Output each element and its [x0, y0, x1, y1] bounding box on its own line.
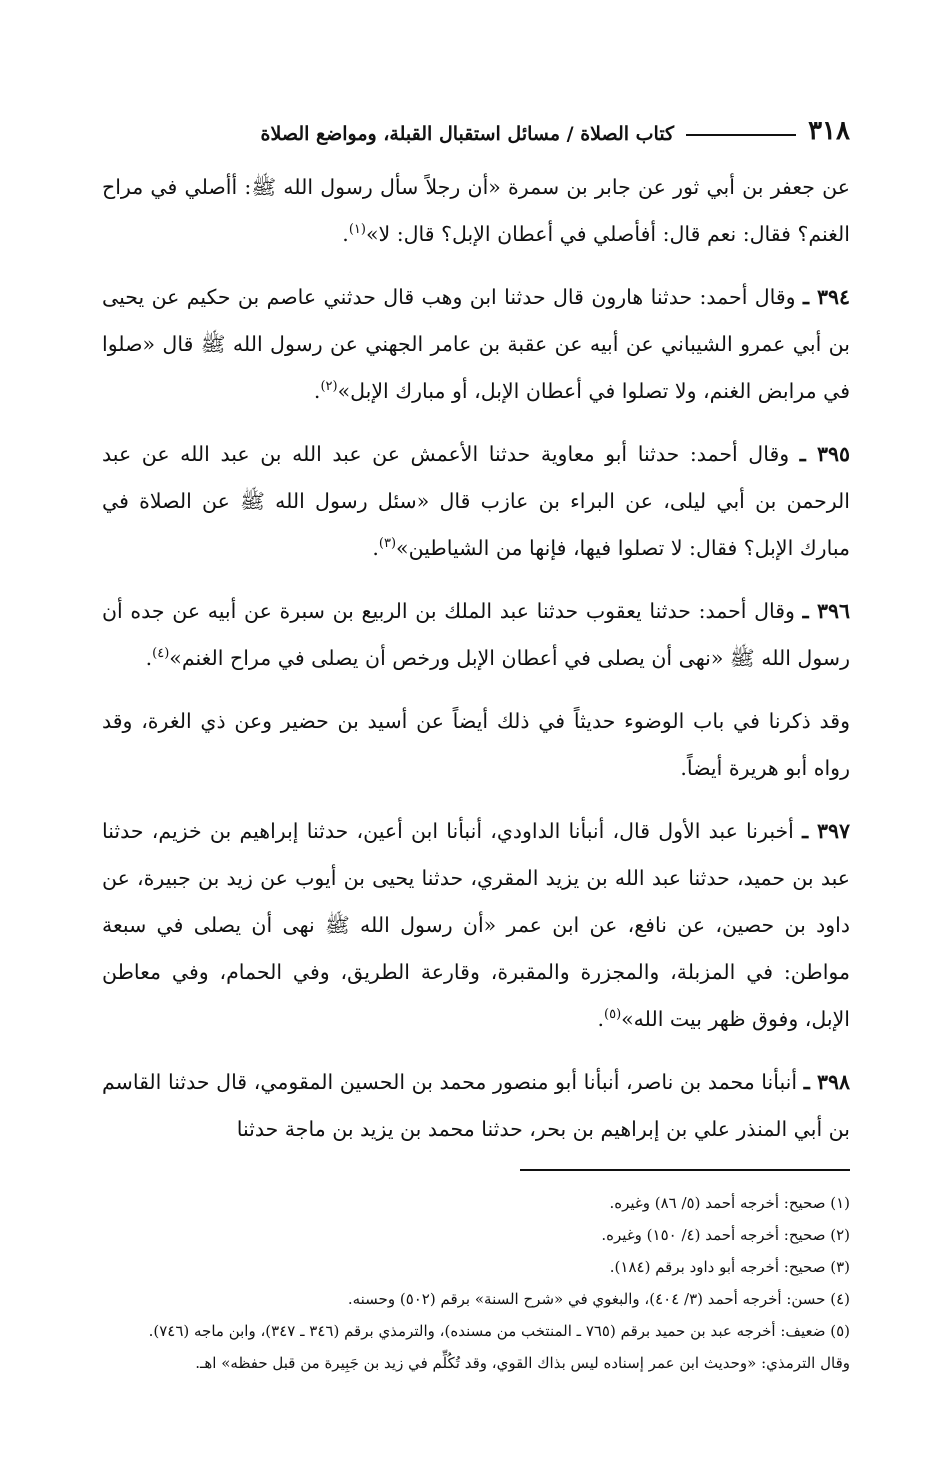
hadith-number: ٣٩٧ ـ: [802, 819, 850, 843]
main-text: [102, 164, 850, 1153]
footnote: (٣) صحيح: أخرجه أبو داود برقم (١٨٤).: [609, 1258, 850, 1276]
footnote-ref: (١): [348, 222, 366, 238]
paragraph: وقد ذكرنا في باب الوضوء حديثاً في ذلك أيضاً عن أسيد بن حضير وعن ذي الغرة، وقد رواه أبو هريرة أيضاً.: [102, 709, 850, 780]
running-header: [102, 108, 850, 144]
paragraph: ٣٩٥ ـ وقال أحمد: حدثنا أبو معاوية حدثنا الأعمش عن عبد الله بن عبد الله عن عبد الرحمن بن أبي ليلى، عن البراء بن عازب قال «سئل رسول الله ﷺ عن الصلاة في مبارك الإبل؟ فقال: لا تصلوا فيها، فإنها من الشياطين»$^{(٣)}$.: [102, 442, 850, 560]
header-rule: [686, 134, 796, 136]
hadith-number: ٣٩٤ ـ: [802, 285, 850, 309]
paragraph: ٣٩٤ ـ وقال أحمد: حدثنا هارون قال حدثنا ابن وهب قال حدثني عاصم بن حكيم عن يحيى بن أبي عمرو الشيباني عن أبيه عن عقبة بن عامر الجهني عن رسول الله ﷺ قال «صلوا في مرابض الغنم، ولا تصلوا في أعطان الإبل، أو مبارك الإبل»$^{(٢)}$.: [102, 285, 850, 403]
paragraph: عن جعفر بن أبي ثور عن جابر بن سمرة «أن رجلاً سأل رسول الله ﷺ: أأصلي في مراح الغنم؟ فقال: نعم قال: أفأصلي في أعطان الإبل؟ قال: لا»$^{(١)}$.: [102, 175, 850, 246]
page-number: ٣١٨: [808, 116, 850, 146]
footnote-separator: [520, 1169, 850, 1171]
footnote: وقال الترمذي: «وحديث ابن عمر إسناده ليس بذاك القوي، وقد تُكُلِّم في زيد بن جَبِيرة من قبل حفظه» اهـ.: [195, 1354, 850, 1372]
header-title: كتاب الصلاة / مسائل استقبال القبلة، ومواضع الصلاة: [260, 123, 675, 145]
footnote: (٢) صحيح: أخرجه أحمد (٤/ ١٥٠) وغيره.: [601, 1226, 850, 1244]
footnote-ref: (٥): [604, 1007, 622, 1023]
footnote: (١) صحيح: أخرجه أحمد (٥/ ٨٦) وغيره.: [609, 1194, 850, 1212]
footnote-ref: (٢): [320, 379, 338, 395]
footnotes: [102, 1187, 850, 1379]
paragraph: ٣٩٧ ـ أخبرنا عبد الأول قال، أنبأنا الداودي، أنبأنا ابن أعين، حدثنا إبراهيم بن خزيم، حدثنا عبد بن حميد، حدثنا عبد الله بن يزيد المقري، حدثنا يحيى بن أيوب عن زيد بن جبيرة، عن داود بن حصين، عن نافع، عن ابن عمر «أن رسول الله ﷺ نهى أن يصلى في سبعة مواطن: في المزبلة، والمجزرة والمقبرة، وقارعة الطريق، وفي الحمام، وفي معاطن الإبل، وفوق ظهر بيت الله»$^{(٥)}$.: [102, 819, 850, 1031]
hadith-number: ٣٩٥ ـ: [799, 442, 850, 466]
hadith-number: ٣٩٦ ـ: [802, 599, 850, 623]
footnote-ref: (٣): [378, 536, 397, 552]
footnote-ref: (٤): [152, 646, 170, 662]
footnote: (٤) حسن: أخرجه أحمد (٣/ ٤٠٤)، والبغوي في «شرح السنة» برقم (٥٠٢) وحسنه.: [347, 1290, 850, 1308]
footnote: (٥) ضعيف: أخرجه عبد بن حميد برقم (٧٦٥ ـ المنتخب من مسنده)، والترمذي برقم (٣٤٦ ـ ٣٤٧)، وابن ماجه (٧٤٦).: [148, 1322, 850, 1340]
paragraph: ٣٩٨ ـ أنبأنا محمد بن ناصر، أنبأنا أبو منصور محمد بن الحسين المقومي، قال حدثنا القاسم بن أبي المنذر علي بن إبراهيم بن بحر، حدثنا محمد بن يزيد بن ماجة حدثنا: [102, 1070, 850, 1141]
paragraph: ٣٩٦ ـ وقال أحمد: حدثنا يعقوب حدثنا عبد الملك بن الربيع بن سبرة عن أبيه عن جده أن رسول الله ﷺ «نهى أن يصلى في أعطان الإبل ورخص أن يصلى في مراح الغنم»$^{(٤)}$.: [102, 599, 850, 670]
hadith-number: ٣٩٨ ـ: [803, 1070, 850, 1094]
